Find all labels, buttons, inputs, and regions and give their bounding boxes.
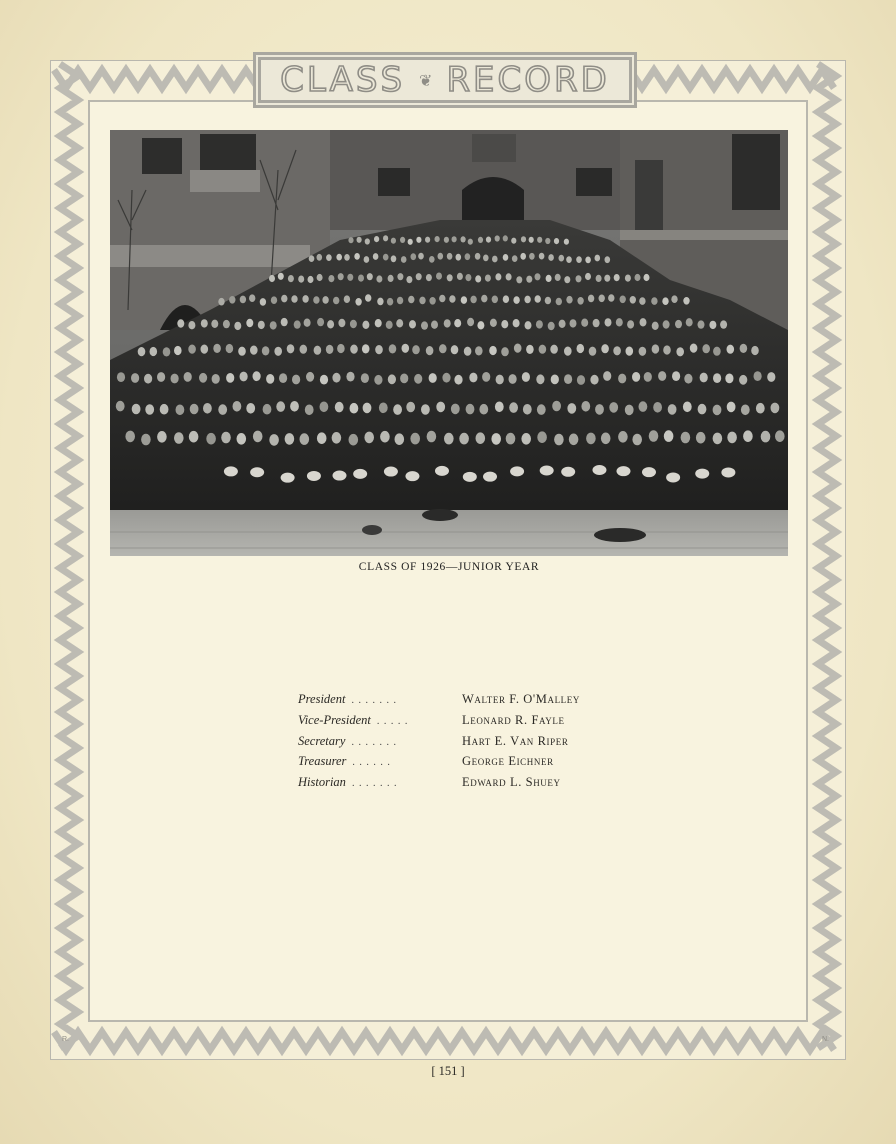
- officer-title: Treasurer: [298, 754, 347, 769]
- officer-row-vice-president: [298, 713, 638, 734]
- frame-initial-right: N.: [822, 1036, 829, 1043]
- officer-leader-dots: .....: [376, 715, 412, 727]
- officer-row-secretary: [298, 734, 638, 755]
- officer-leader-dots: ......: [352, 757, 395, 769]
- class-group-photo: [110, 130, 788, 556]
- officer-title: Vice-President: [298, 712, 371, 727]
- officer-name: Walter F. O'Malley: [462, 692, 580, 706]
- officer-row-historian: [298, 775, 638, 796]
- frame-initial-left: R.: [62, 1036, 69, 1043]
- header-plaque: [258, 57, 632, 103]
- officer-name: Hart E. Van Riper: [462, 733, 569, 748]
- officer-name: Edward L. Shuey: [462, 775, 561, 790]
- officer-name: George Eichner: [462, 754, 554, 769]
- officer-leader-dots: .......: [351, 778, 401, 790]
- officers-list: [298, 692, 638, 796]
- officer-leader-dots: .......: [351, 736, 401, 748]
- officer-title: President: [298, 692, 346, 706]
- page-number: [ 151 ]: [431, 1064, 465, 1078]
- officer-name: Leonard R. Fayle: [462, 712, 565, 727]
- officer-title: Secretary: [298, 733, 346, 748]
- officer-leader-dots: .......: [351, 695, 401, 706]
- fleur-ornament-icon: ❦: [419, 70, 433, 90]
- officer-row-treasurer: [298, 754, 638, 775]
- officer-row-president: [298, 692, 638, 713]
- header-title-left: CLASS: [280, 60, 406, 100]
- header-title-right: RECORD: [446, 60, 610, 100]
- officer-title: Historian: [298, 775, 346, 790]
- photo-caption: CLASS OF 1926—JUNIOR YEAR: [358, 561, 540, 573]
- class-photo-image: [110, 130, 788, 556]
